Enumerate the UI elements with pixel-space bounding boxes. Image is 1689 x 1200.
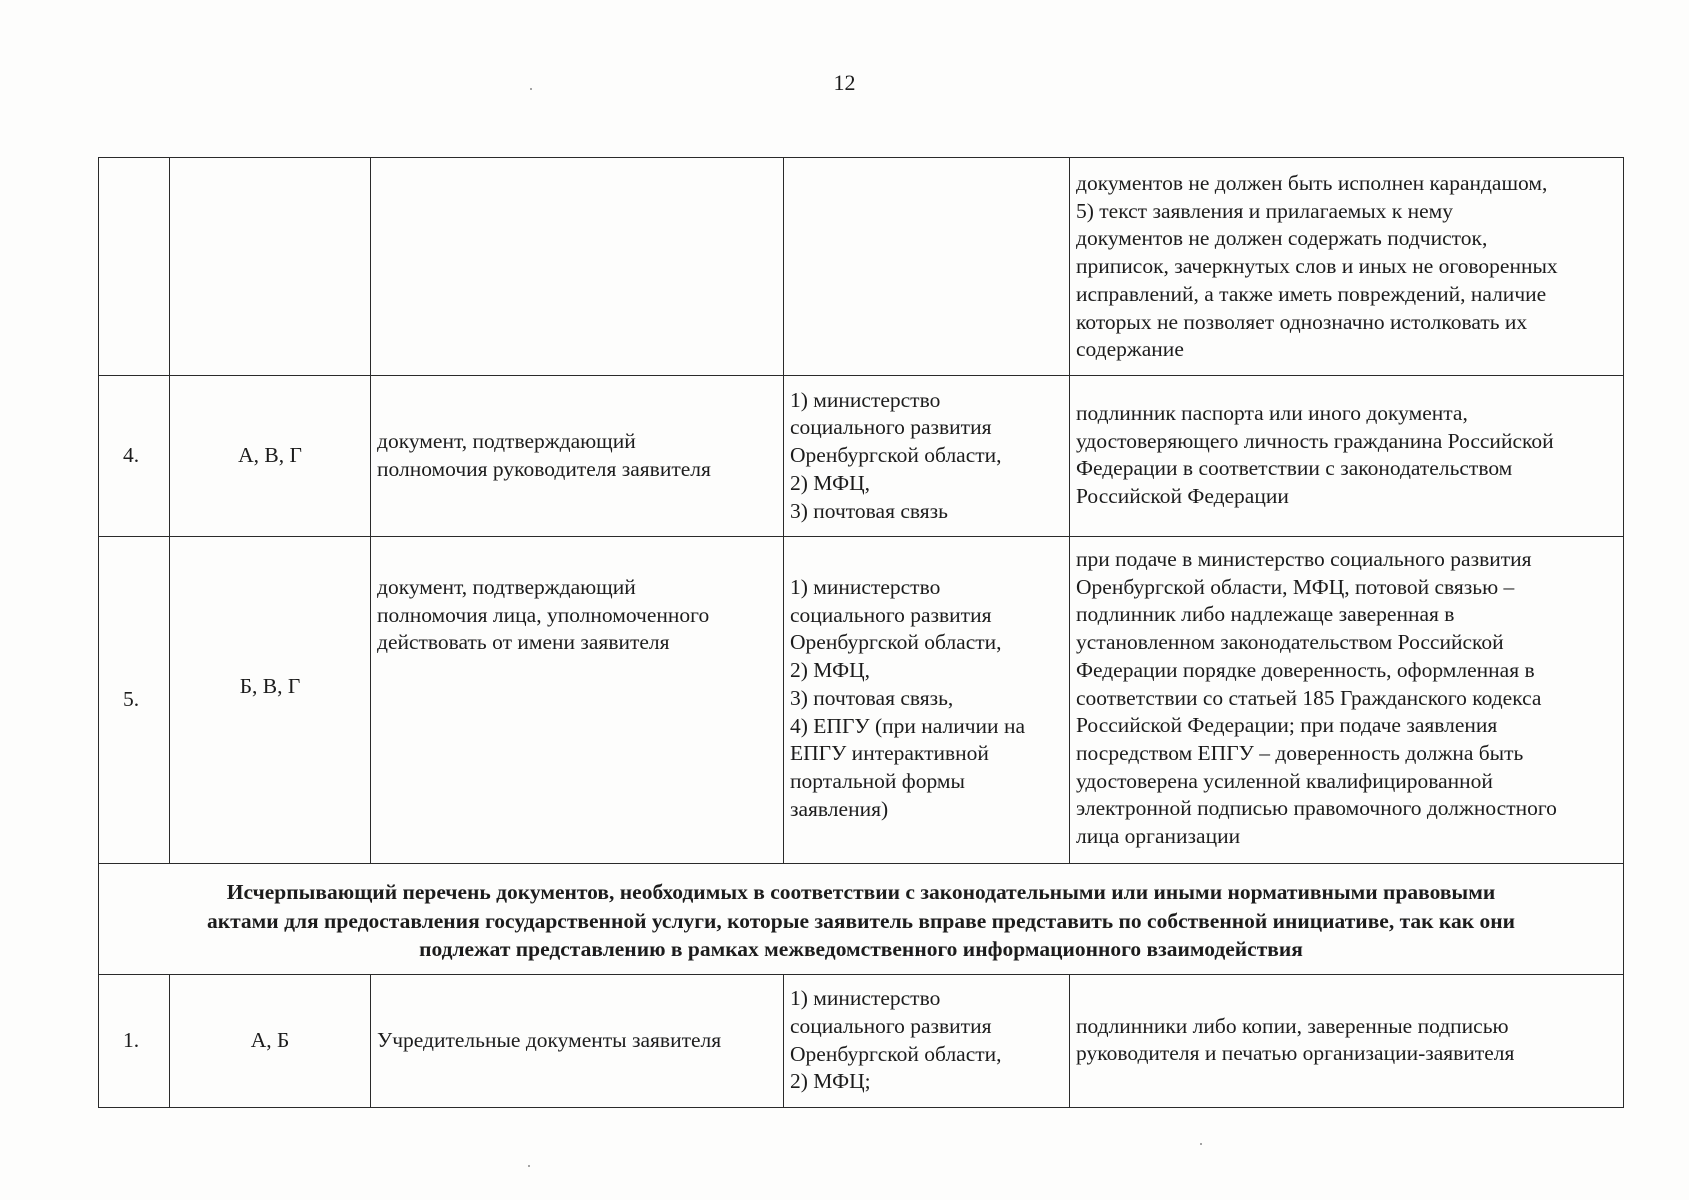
cell-num (99, 158, 170, 376)
text-line: документов не должен быть исполнен карандашом, (1076, 171, 1548, 195)
table-row-5 (99, 537, 1624, 864)
text-line: 5) текст заявления и прилагаемых к нему (1076, 198, 1454, 223)
text-line: социального развития (790, 1013, 992, 1038)
text-line: подлинник паспорта или иного документа, (1076, 401, 1468, 425)
text-line: 1) министерство (790, 986, 941, 1011)
text-line: электронной подписью правомочного должностного (1076, 796, 1557, 821)
cell-requirements (1070, 974, 1624, 1107)
text-line: Федерации в соответствии с законодательством (1076, 456, 1513, 481)
section-title-line: Исчерпывающий перечень документов, необходимых в соответствии с законодательными или иными нормативными правовыми (226, 880, 1496, 904)
text-line: документ, подтверждающий (377, 429, 636, 454)
text-line: полномочия руководителя заявителя (377, 457, 711, 481)
text-line: документов не должен содержать подчисток, (1076, 226, 1488, 251)
cell-requirements (1070, 158, 1624, 376)
text-line: приписок, зачеркнутых слов и иных не оговоренных (1076, 254, 1558, 279)
text-line: документ, подтверждающий (377, 575, 636, 599)
text-line: подлинник либо надлежаще заверенная в (1076, 602, 1455, 627)
cell-requirements (1070, 376, 1624, 537)
text-line: соответствии со статьей 185 Гражданского кодекса (1076, 685, 1542, 710)
text-line: удостоверяющего личность гражданина Российской (1076, 428, 1554, 453)
text-line: посредством ЕПГУ – доверенность должна быть (1076, 740, 1524, 765)
cell-categories: А, В, Г (170, 376, 371, 537)
text-line: исправлений, а также иметь повреждений, наличие (1076, 281, 1547, 306)
cell-categories (170, 158, 371, 376)
table-row-section-1 (99, 974, 1624, 1107)
text-line: лица организации (1076, 824, 1241, 849)
text-line: портальной формы (790, 768, 965, 793)
documents-table (98, 157, 1624, 1108)
scan-speck (528, 1165, 530, 1167)
text-line: 4) ЕПГУ (при наличии на (790, 713, 1025, 738)
cell-document (371, 537, 784, 864)
section-title (99, 864, 1624, 975)
table-row-continuation (99, 158, 1624, 376)
cell-categories: А, Б (170, 974, 371, 1107)
text-line: ЕПГУ интерактивной (790, 741, 989, 766)
cell-channels (784, 537, 1070, 864)
text-line: полномочия лица, уполномоченного (377, 602, 710, 627)
section-title-line: актами для предоставления государственной услуги, которые заявитель вправе представить по собственной инициативе, так как они (206, 908, 1516, 933)
text-line: 1) министерство (790, 387, 941, 412)
text-line: руководителя и печатью организации-заявителя (1076, 1041, 1515, 1066)
cell-document (371, 376, 784, 537)
text-line: 2) МФЦ, (790, 658, 871, 683)
text-line: 2) МФЦ; (790, 1069, 871, 1094)
text-line: подлинники либо копии, заверенные подписью (1076, 1013, 1509, 1038)
text-line: установленном законодательством Российской (1076, 630, 1504, 655)
text-line: Российской Федерации; при подаче заявления (1076, 713, 1498, 738)
text-line: которых не позволяет однозначно истолковать их (1076, 309, 1528, 334)
text-line: 3) почтовая связь, (790, 685, 954, 710)
text-line: 1) министерство (790, 575, 941, 599)
scan-speck (530, 88, 532, 90)
cell-num: 4. (99, 376, 170, 537)
cell-channels (784, 158, 1070, 376)
cell-num: 1. (99, 974, 170, 1107)
text-line: Оренбургской области, (790, 630, 1002, 655)
text-line: Оренбургской области, МФЦ, потовой связью – (1076, 574, 1515, 599)
cell-channels (784, 376, 1070, 537)
section-title-line: подлежат представлению в рамках межведомственного информационного взаимодействия (419, 937, 1303, 961)
cell-categories: Б, В, Г (170, 537, 371, 864)
text-line: 3) почтовая связь (790, 498, 948, 523)
text-line: заявления) (790, 796, 889, 821)
text-line: Оренбургской области, (790, 443, 1002, 468)
cell-document (371, 158, 784, 376)
text-line: действовать от имени заявителя (377, 630, 670, 655)
page-number: 12 (833, 70, 856, 95)
cell-num: 5. (99, 537, 170, 864)
cell-requirements (1070, 537, 1624, 864)
scan-speck (1200, 1143, 1202, 1145)
text-line: удостоверена усиленной квалифицированной (1076, 768, 1493, 793)
text-line: Российской Федерации (1076, 484, 1289, 509)
text-line: социального развития (790, 602, 992, 627)
table-row-4 (99, 376, 1624, 537)
text-line: при подаче в министерство социального развития (1076, 547, 1532, 571)
cell-channels (784, 974, 1070, 1107)
text-line: социального развития (790, 415, 992, 440)
text-line: 2) МФЦ, (790, 470, 871, 495)
section-title-row (99, 864, 1624, 975)
text-line: Федерации порядке доверенность, оформленная в (1076, 657, 1535, 682)
text-line: Учредительные документы заявителя (377, 1027, 722, 1052)
cell-document (371, 974, 784, 1107)
text-line: Оренбургской области, (790, 1041, 1002, 1066)
text-line: содержание (1076, 337, 1184, 362)
